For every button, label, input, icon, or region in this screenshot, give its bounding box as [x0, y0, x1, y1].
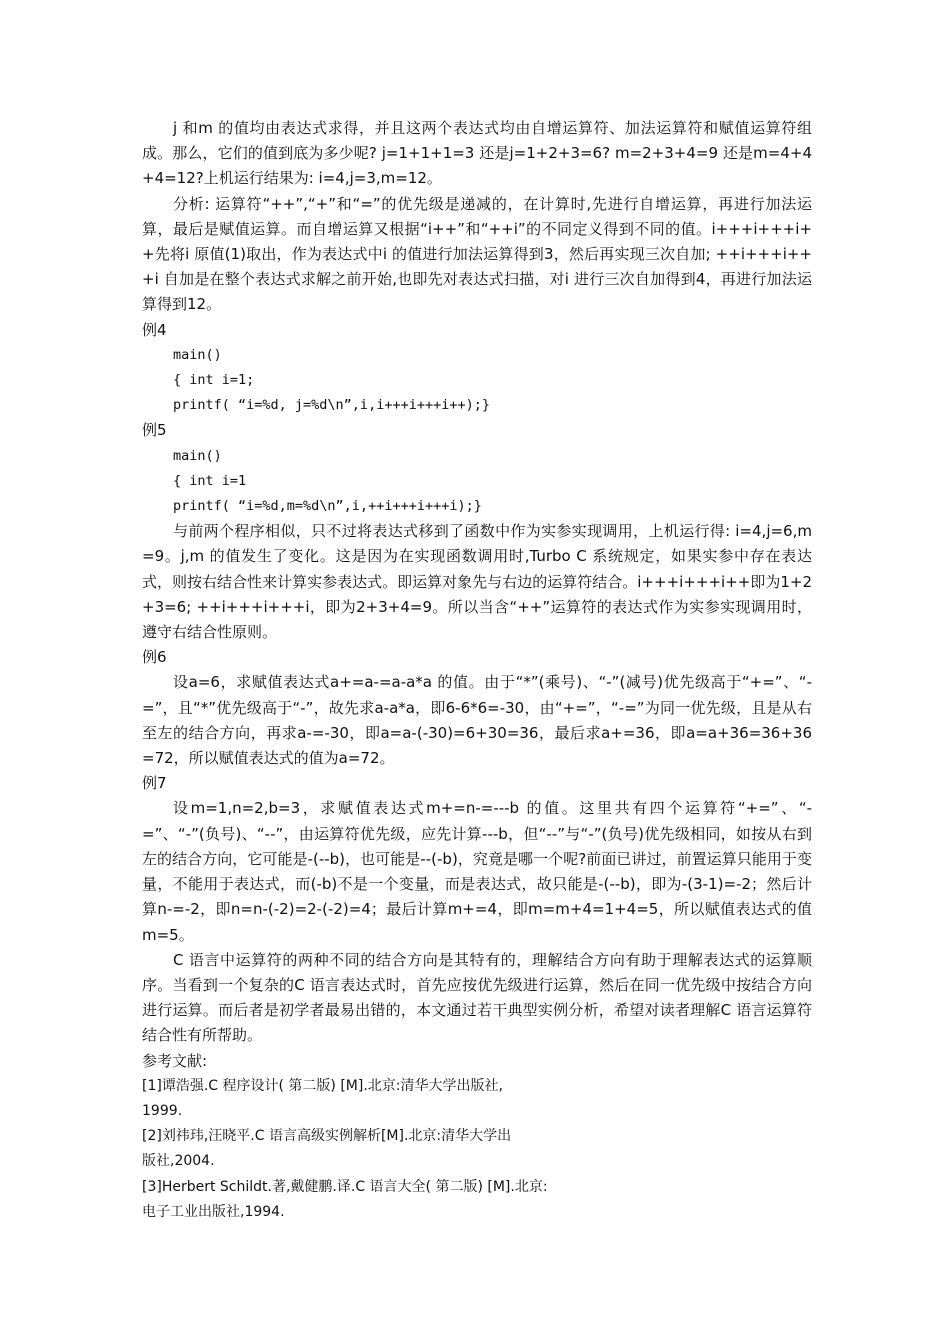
example-6-label: 例6 — [142, 648, 167, 667]
example-4-code-line-3: printf( “i=%d, j=%d\n”,i,i+++i+++i++);} — [173, 397, 490, 414]
reference-3-line-2: 电子工业出版社,1994. — [142, 1203, 285, 1220]
paragraph-example-6: 设a=6，求赋值表达式a+=a-=a-a*a 的值。由于“*”(乘号)、“-”(减号)优先级高于“+=”、“-=”，且“*”优先级高于“-”，故先求a-a*a，即6-6*6=-30，由“+=”，“-=”为同一优先级，且是从右至左的结合方向，再求a-=-30，即a=a-(-30)=6+30=36，最后求a+=36，即a=a+36=36+36=72，所以赋值表达式的值为a=72。 — [142, 673, 812, 768]
reference-2-line-1: [2]刘祎玮,汪晓平.C 语言高级实例解析[M].北京:清华大学出 — [142, 1128, 512, 1145]
reference-1-line-2: 1999. — [142, 1102, 183, 1119]
reference-2-line-2: 版社,2004. — [142, 1153, 215, 1170]
example-4-code-line-2: { int i=1; — [173, 372, 255, 389]
example-5-label: 例5 — [142, 421, 167, 440]
example-4-code-line-1: main() — [173, 346, 222, 363]
paragraph-function-call: 与前两个程序相似，只不过将表达式移到了函数中作为实参实现调用，上机运行得: i=4,j=6,m=9。j,m 的值发生了变化。这是因为在实现函数调用时,Turbo C 系统规定，如果实参中存在表达式，则按右结合性来计算实参表达式。即运算对象先与右边的运算符结合。i+++i+++i++即为1+2+3=6; ++i+++i+++i，即为2+3+4=9。所以当含“++”运算符的表达式作为实参实现调用时，遵守右结合性原则。 — [142, 522, 812, 642]
example-4-label: 例4 — [142, 320, 167, 339]
example-7-label: 例7 — [142, 774, 167, 793]
paragraph-result-intro: j 和m 的值均由表达式求得，并且这两个表达式均由自增运算符、加法运算符和赋值运算符组成。那么，它们的值到底为多少呢? j=1+1+1=3 还是j=1+2+3=6? m=2+3+4=9 还是m=4+4+4=12?上机运行结果为: i=4,j=3,m=12。 — [142, 119, 812, 188]
paragraph-example-7: 设m=1,n=2,b=3，求赋值表达式m+=n-=---b 的值。这里共有四个运算符“+=”、“-=”、“-”(负号)、“--”，由运算符优先级，应先计算---b，但“--”与“-”(负号)优先级相同，如按从右到左的结合方向，它可能是-(--b)，也可能是--(-b)，究竟是哪一个呢?前面已讲过，前置运算只能用于变量，不能用于表达式，而(-b)不是一个变量，而是表达式，故只能是-(--b)，即为-(3-1)=-2；然后计算n-=-2，即n=n-(-2)=2-(-2)=4；最后计算m+=4，即m=m+4=1+4=5，所以赋值表达式的值m=5。 — [142, 799, 812, 944]
example-5-code-line-1: main() — [173, 447, 222, 464]
paragraph-analysis: 分析: 运算符“++”,“+”和“=”的优先级是递减的，在计算时,先进行自增运算，再进行加法运算，最后是赋值运算。而自增运算又根据“i++”和“++i”的不同定义得到不同的值。i+++i+++i++先将i 原值(1)取出，作为表达式中i 的值进行加法运算得到3，然后再实现三次自加; ++i+++i+++i 自加是在整个表达式求解之前开始,也即先对表达式扫描，对i 进行三次自加得到4，再进行加法运算得到12。 — [142, 194, 812, 314]
reference-3-line-1: [3]Herbert Schildt.著,戴健鹏.译.C 语言大全( 第二版) [M].北京: — [142, 1178, 548, 1195]
references-heading: 参考文献: — [142, 1051, 208, 1070]
article-page — [142, 116, 812, 1225]
paragraph-conclusion: C 语言中运算符的两种不同的结合方向是其特有的，理解结合方向有助于理解表达式的运算顺序。当看到一个复杂的C 语言表达式时，首先应按优先级进行运算，然后在同一优先级中按结合方向进行运算。而后者是初学者最易出错的，本文通过若干典型实例分析，希望对读者理解C 语言运算符结合性有所帮助。 — [142, 950, 812, 1045]
example-5-code-line-2: { int i=1 — [173, 472, 247, 489]
example-5-code-line-3: printf( “i=%d,m=%d\n”,i,++i+++i+++i);} — [173, 498, 482, 515]
reference-1-line-1: [1]谭浩强.C 程序设计( 第二版) [M].北京:清华大学出版社, — [142, 1077, 503, 1094]
